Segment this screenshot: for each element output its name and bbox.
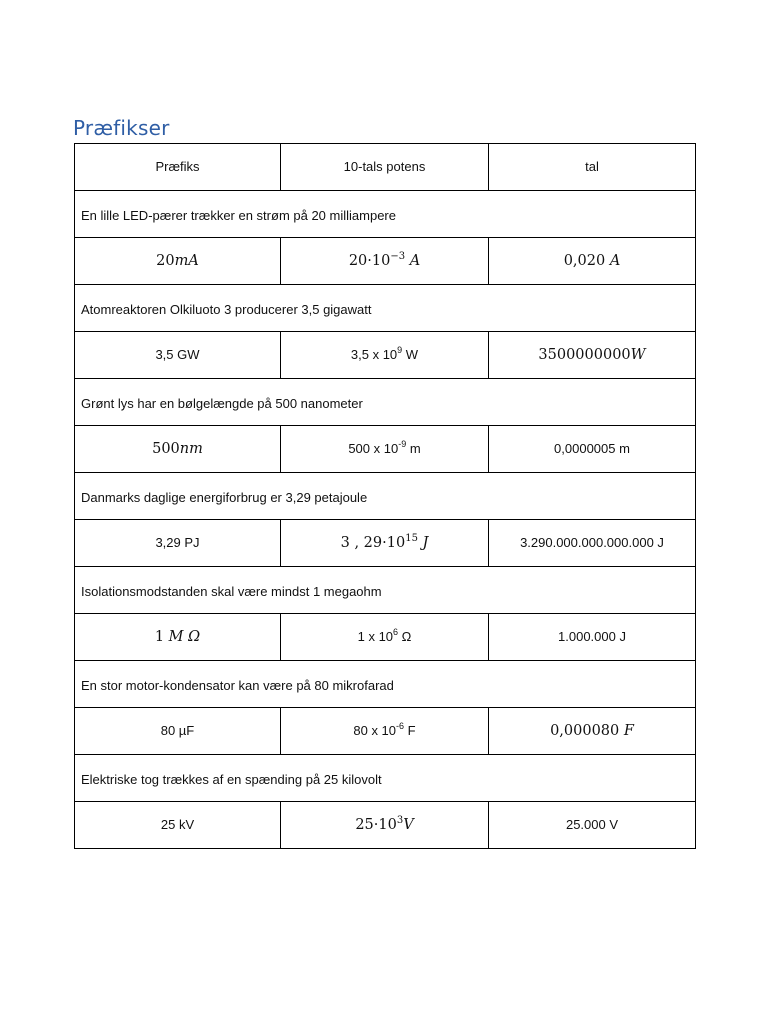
math-value-0-000080F: 0,000080 F	[550, 723, 634, 739]
table-row-description	[75, 285, 696, 332]
math-prefix-1MOhm: 1 M Ω	[154, 629, 201, 645]
table-row-description	[75, 567, 696, 614]
cell-power	[281, 520, 489, 567]
table-row-values	[75, 520, 696, 567]
page-title: Præfikser	[73, 116, 170, 140]
header-power: 10-tals potens	[281, 144, 489, 191]
table-row-values	[75, 332, 696, 379]
table-row-description	[75, 755, 696, 802]
cell-prefix	[75, 426, 281, 473]
cell-value: 3.290.000.000.000.000 J	[489, 520, 696, 567]
table-row-values	[75, 614, 696, 661]
table-row-values	[75, 426, 696, 473]
cell-value	[489, 708, 696, 755]
cell-power: 3,5 x $10^9$ W	[281, 332, 489, 379]
math-prefix-20mA: 20mA	[156, 253, 199, 269]
cell-value	[489, 238, 696, 285]
cell-power: 1 x $10^6$ Ω	[281, 614, 489, 661]
table-row-values	[75, 238, 696, 285]
cell-prefix: 25 kV	[75, 802, 281, 849]
table-row-description	[75, 661, 696, 708]
cell-prefix: 80 µF	[75, 708, 281, 755]
table-header-row	[75, 144, 696, 191]
cell-value	[489, 332, 696, 379]
math-power-20e-3A: $20\cdot 10^{-3}$ A	[348, 251, 421, 269]
math-value-0-020A: 0,020 A	[563, 253, 621, 269]
cell-value: 1.000.000 J	[489, 614, 696, 661]
cell-prefix: 3,5 GW	[75, 332, 281, 379]
header-prefix: Præfiks	[75, 144, 281, 191]
cell-prefix	[75, 614, 281, 661]
cell-value: 25.000 V	[489, 802, 696, 849]
row-description: Grønt lys har en bølgelængde på 500 nanometer	[75, 379, 696, 426]
math-value-3500000000W: 3500000000W	[538, 347, 646, 363]
table-row-description	[75, 379, 696, 426]
math-prefix-500nm: 500nm	[152, 441, 203, 457]
math-power-3-29e15J: 3 , $29\cdot 10^{15}$ J	[340, 533, 429, 551]
math-power-25e3V: $25\cdot 10^3V$	[355, 815, 414, 833]
cell-power: 500 x $10^{-9}$ m	[281, 426, 489, 473]
table-row-values	[75, 708, 696, 755]
cell-power	[281, 238, 489, 285]
cell-prefix: 3,29 PJ	[75, 520, 281, 567]
row-description: Atomreaktoren Olkiluoto 3 producerer 3,5 gigawatt	[75, 285, 696, 332]
header-value: tal	[489, 144, 696, 191]
cell-value: 0,0000005 m	[489, 426, 696, 473]
row-description: Isolationsmodstanden skal være mindst 1 megaohm	[75, 567, 696, 614]
cell-power	[281, 802, 489, 849]
row-description: Elektriske tog trækkes af en spænding på 25 kilovolt	[75, 755, 696, 802]
cell-prefix	[75, 238, 281, 285]
row-description: En stor motor-kondensator kan være på 80 mikrofarad	[75, 661, 696, 708]
table-row-description	[75, 191, 696, 238]
row-description: Danmarks daglige energiforbrug er 3,29 petajoule	[75, 473, 696, 520]
prefix-table	[74, 143, 696, 849]
table-row-values	[75, 802, 696, 849]
row-description: En lille LED-pærer trækker en strøm på 20 milliampere	[75, 191, 696, 238]
table-row-description	[75, 473, 696, 520]
cell-power: 80 x $10^{-6}$ F	[281, 708, 489, 755]
